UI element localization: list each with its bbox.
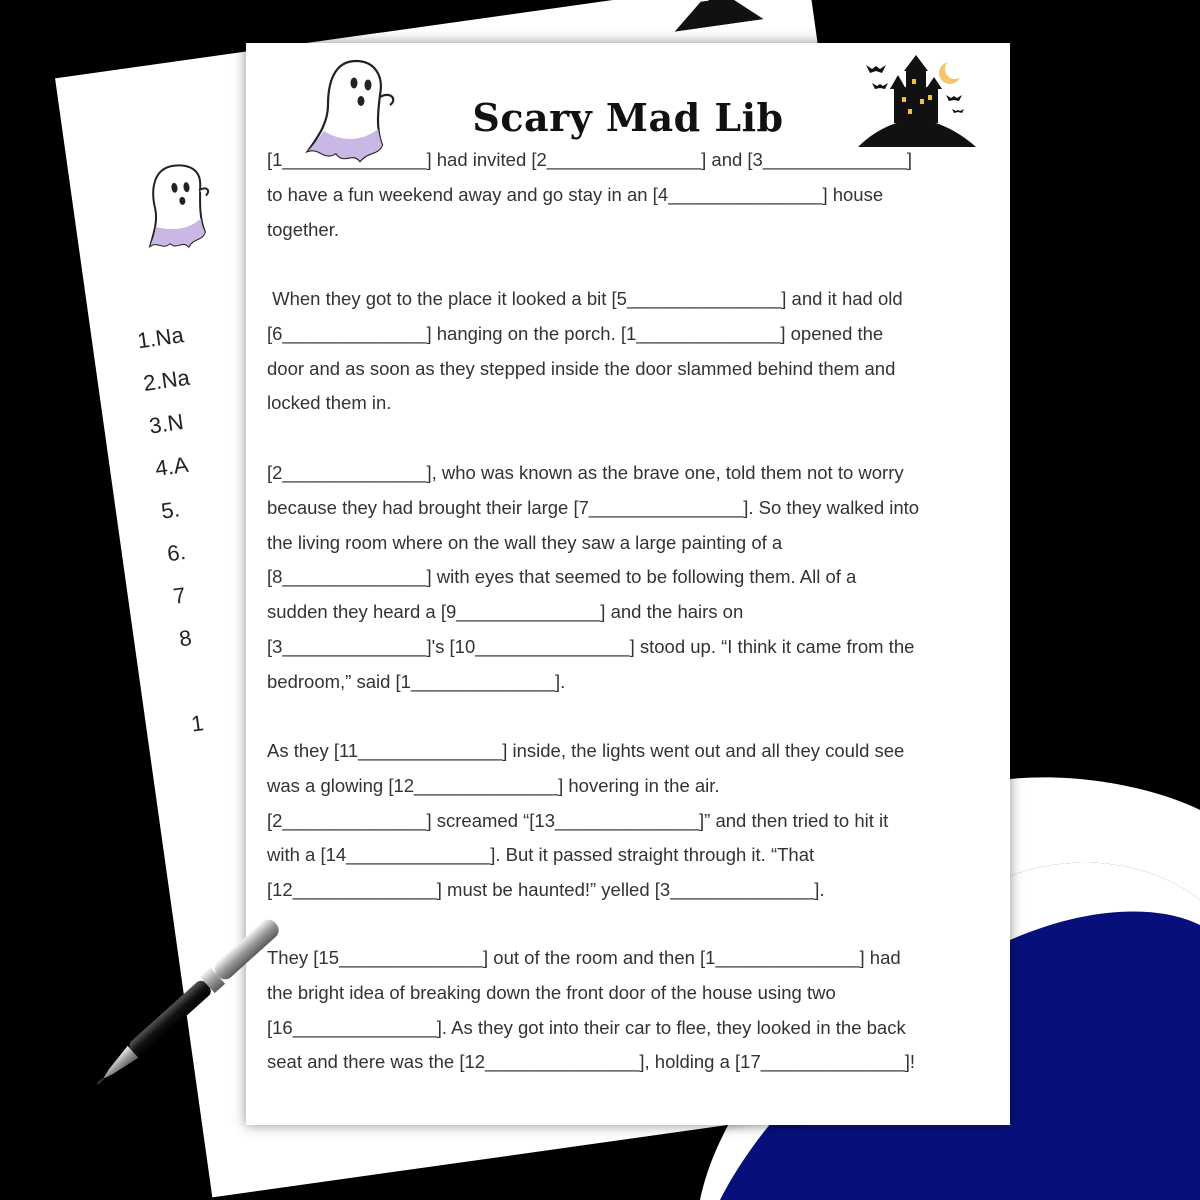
list-item: 7 (171, 582, 188, 609)
story-line: sudden they heard a [9______________] and the hairs on (267, 601, 744, 623)
story-paragraph (267, 456, 997, 700)
list-item: 5. (159, 496, 182, 524)
story-line: [6______________] hanging on the porch. [1______________] opened the (267, 322, 884, 344)
ghost-icon (133, 152, 225, 257)
story-line: with a [14______________]. But it passed straight through it. “That (267, 844, 815, 866)
story-line: [1______________] had invited [2_______________] and [3______________] (267, 149, 913, 170)
haunted-castle-icon (659, 0, 773, 33)
story-line: to have a fun weekend away and go stay in an [4_______________] house (267, 183, 884, 205)
story-line: was a glowing [12______________] hovering in the air. (267, 774, 720, 796)
story-line: because they had brought their large [7_______________]. So they walked into (267, 496, 920, 518)
story-line: [3______________]'s [10_______________] stood up. “I think it came from the (267, 635, 915, 657)
story-line: [16______________]. As they got into their car to flee, they looked in the back (267, 1016, 906, 1038)
story-line: [2______________] screamed “[13______________]” and then tried to hit it (267, 809, 889, 831)
list-item: 6. (165, 538, 188, 567)
story-paragraph (267, 143, 997, 247)
list-item: 8 (177, 624, 194, 652)
story-line: When they got to the place it looked a bit [5_______________] and it had old (267, 288, 903, 309)
story-line: [8______________] with eyes that seemed to be following them. All of a (267, 566, 857, 588)
back-word-list (134, 313, 240, 745)
front-worksheet (246, 43, 1010, 1125)
story-line: the living room where on the wall they saw a large painting of a (267, 531, 783, 553)
list-item (182, 654, 234, 703)
story-paragraph (267, 282, 997, 421)
story-line: They [15______________] out of the room and then [1______________] had (267, 947, 901, 968)
story-line: door and as soon as they stepped inside the door slammed behind them and (267, 357, 896, 379)
list-item: 2.Na (141, 364, 192, 396)
story-line: bedroom,” said [1______________]. (267, 670, 566, 692)
story-line: [2______________], who was known as the brave one, told them not to worry (267, 462, 904, 483)
story-line: together. (267, 218, 340, 240)
story-line: As they [11______________] inside, the lights went out and all they could see (267, 740, 905, 761)
list-item: 1 (189, 710, 206, 737)
story-line: [12______________] must be haunted!” yelled [3______________]. (267, 879, 825, 901)
story-paragraph (267, 734, 997, 908)
list-item: 3.N (147, 408, 186, 439)
list-item: 1.Na (135, 322, 186, 354)
bat-icon (866, 65, 886, 73)
story-paragraph (267, 941, 997, 1080)
story-line: the bright idea of breaking down the front door of the house using two (267, 981, 836, 1003)
list-item: 4.A (153, 451, 190, 482)
story-line: seat and there was the [12_______________], holding a [17______________]! (267, 1051, 916, 1073)
bat-icon (872, 83, 888, 89)
page-title: Scary Mad Lib (472, 95, 784, 140)
story-line: locked them in. (267, 392, 392, 414)
pen-icon (80, 910, 290, 1100)
